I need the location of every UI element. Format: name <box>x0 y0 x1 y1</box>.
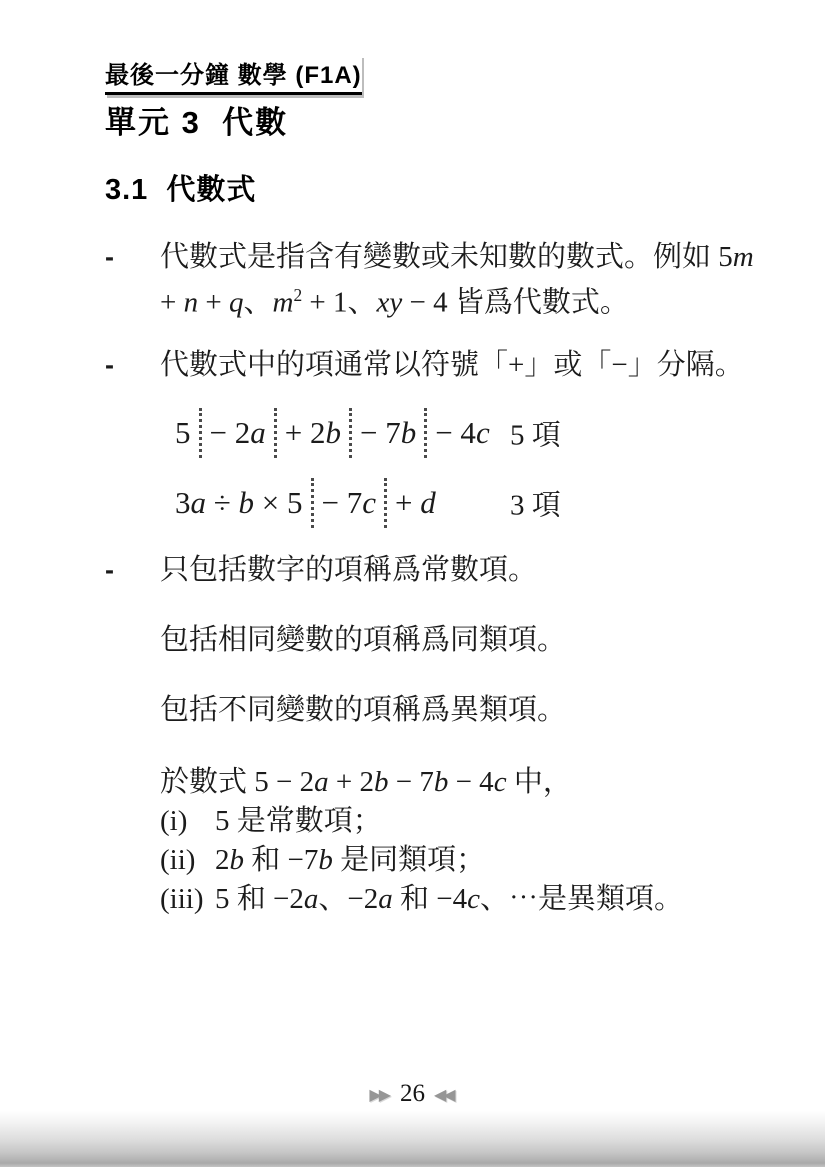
text-segment: + <box>395 485 421 520</box>
unit-title: 單元 3 代數 <box>105 105 289 140</box>
text-segment: − 4 皆爲代數式。 <box>402 286 629 319</box>
text-segment: 代數式中的項通常以符號「+」或「−」分隔。 <box>160 349 744 381</box>
list-marker: (ii) <box>160 844 196 876</box>
text-segment: × 5 <box>254 485 303 520</box>
math-term <box>435 415 490 451</box>
text-segment: − 7 <box>388 766 434 798</box>
text-segment: 包括不同變數的項稱爲異類項。 <box>160 694 567 726</box>
math-variable: c <box>475 415 490 450</box>
math-term <box>360 415 416 451</box>
math-term <box>322 485 377 521</box>
text-line <box>215 802 382 841</box>
math-variable: b <box>318 844 333 876</box>
math-variable: b <box>229 844 244 876</box>
text-segment: 5 和 −2 <box>215 883 304 915</box>
text-segment: − 4 <box>448 766 494 798</box>
math-variable: a <box>378 883 393 915</box>
section-title: 3.1 代數式 <box>105 174 257 206</box>
text-segment: − 7 <box>321 485 363 520</box>
bullet-marker: - <box>105 555 114 585</box>
page-header <box>105 55 362 95</box>
text-segment: 2 <box>293 285 303 305</box>
text-segment: 和 −4 <box>392 883 468 915</box>
math-term <box>395 485 436 521</box>
math-variable: b <box>373 766 389 798</box>
paragraph-unlike-terms <box>160 691 566 729</box>
math-term <box>210 415 266 451</box>
math-variable: c <box>362 485 376 520</box>
expression <box>175 407 490 459</box>
math-variable: b <box>325 415 341 450</box>
math-variable: a <box>250 415 266 450</box>
example-intro-line <box>160 763 683 802</box>
term-count-label: 3 項 <box>510 489 561 522</box>
text-segment: 代數式是指含有變數或未知數的數式。例如 5 <box>160 241 733 273</box>
math-variable: c <box>493 766 507 798</box>
text-segment: 於數式 5 − 2 <box>160 766 315 798</box>
math-variable: q <box>228 286 244 319</box>
dotted-separator-icon <box>311 478 314 528</box>
page-footer <box>0 1080 825 1108</box>
math-variable: b <box>433 766 449 798</box>
text-line <box>160 276 754 322</box>
backward-arrows-icon: ◀◀ <box>434 1084 453 1104</box>
math-variable: a <box>190 485 206 520</box>
math-variable: m <box>732 241 754 273</box>
text-segment: + <box>198 286 229 319</box>
bullet-marker: - <box>105 242 114 272</box>
text-segment: 只包括數字的項稱爲常數項。 <box>160 554 538 586</box>
dotted-separator-icon <box>424 408 427 458</box>
math-variable: m <box>272 286 294 319</box>
text-line <box>160 346 744 384</box>
math-variable: xy <box>376 286 403 319</box>
bullet-item-constant-term <box>105 551 537 589</box>
text-line <box>160 763 572 802</box>
example-block <box>160 763 683 919</box>
math-variable: b <box>238 485 255 520</box>
text-segment: + 2 <box>284 415 326 450</box>
text-line <box>215 880 683 919</box>
list-marker: (i) <box>160 805 188 837</box>
list-item-iii <box>160 880 683 919</box>
math-variable: c <box>467 883 480 915</box>
text-segment: − 7 <box>359 415 401 450</box>
expression-row-1 <box>105 407 755 459</box>
dotted-separator-icon <box>384 478 387 528</box>
bullet-item-separators <box>105 346 744 384</box>
forward-arrows-icon: ▶▶ <box>369 1084 388 1104</box>
text-segment: + 2 <box>328 766 374 798</box>
math-variable: d <box>420 485 436 520</box>
text-line <box>160 551 537 589</box>
text-segment: 2 <box>215 844 230 876</box>
page-bottom-shadow <box>0 1111 825 1167</box>
text-segment: + <box>160 286 184 319</box>
text-segment: 包括相同變數的項稱爲同類項。 <box>160 624 567 656</box>
text-segment: 中， <box>506 766 572 798</box>
bullet-marker: - <box>105 350 114 380</box>
text-segment: + 1、 <box>302 286 377 319</box>
text-line <box>160 238 754 276</box>
dotted-separator-icon <box>349 408 352 458</box>
text-segment: 5 是常數項； <box>215 805 382 837</box>
math-term <box>285 415 341 451</box>
bullet-text <box>160 238 754 322</box>
math-term <box>175 485 303 521</box>
text-segment: 、 <box>243 286 273 319</box>
bullet-item-definition <box>105 238 754 322</box>
math-variable: b <box>400 415 417 450</box>
list-item-i <box>160 802 683 841</box>
text-segment: ÷ <box>206 485 239 520</box>
text-segment: 5 <box>175 415 191 450</box>
expression-row-2 <box>105 477 755 529</box>
math-variable: n <box>183 286 199 319</box>
list-item-ii <box>160 841 683 880</box>
math-term <box>175 415 191 451</box>
text-line <box>215 841 485 880</box>
math-variable: a <box>303 883 319 915</box>
bullet-text <box>160 551 537 589</box>
paragraph-like-terms <box>160 621 566 659</box>
text-segment: 3 <box>175 485 191 520</box>
text-segment: − 2 <box>209 415 251 450</box>
dotted-separator-icon <box>199 408 202 458</box>
expression <box>175 477 436 529</box>
text-segment: − 4 <box>435 415 476 450</box>
bullet-text <box>160 346 744 384</box>
math-variable: a <box>314 766 329 798</box>
text-segment: 、⋯是異類項。 <box>479 883 683 915</box>
dotted-separator-icon <box>274 408 277 458</box>
term-count-label: 5 項 <box>510 419 561 452</box>
text-segment: 、−2 <box>318 883 379 915</box>
booklet-title: 最後一分鐘 數學 (F1A) <box>105 55 362 95</box>
list-marker: (iii) <box>160 883 204 915</box>
page-number: 26 <box>400 1080 425 1107</box>
text-segment: 是同類項； <box>332 844 486 876</box>
text-segment: 和 −7 <box>244 844 319 876</box>
